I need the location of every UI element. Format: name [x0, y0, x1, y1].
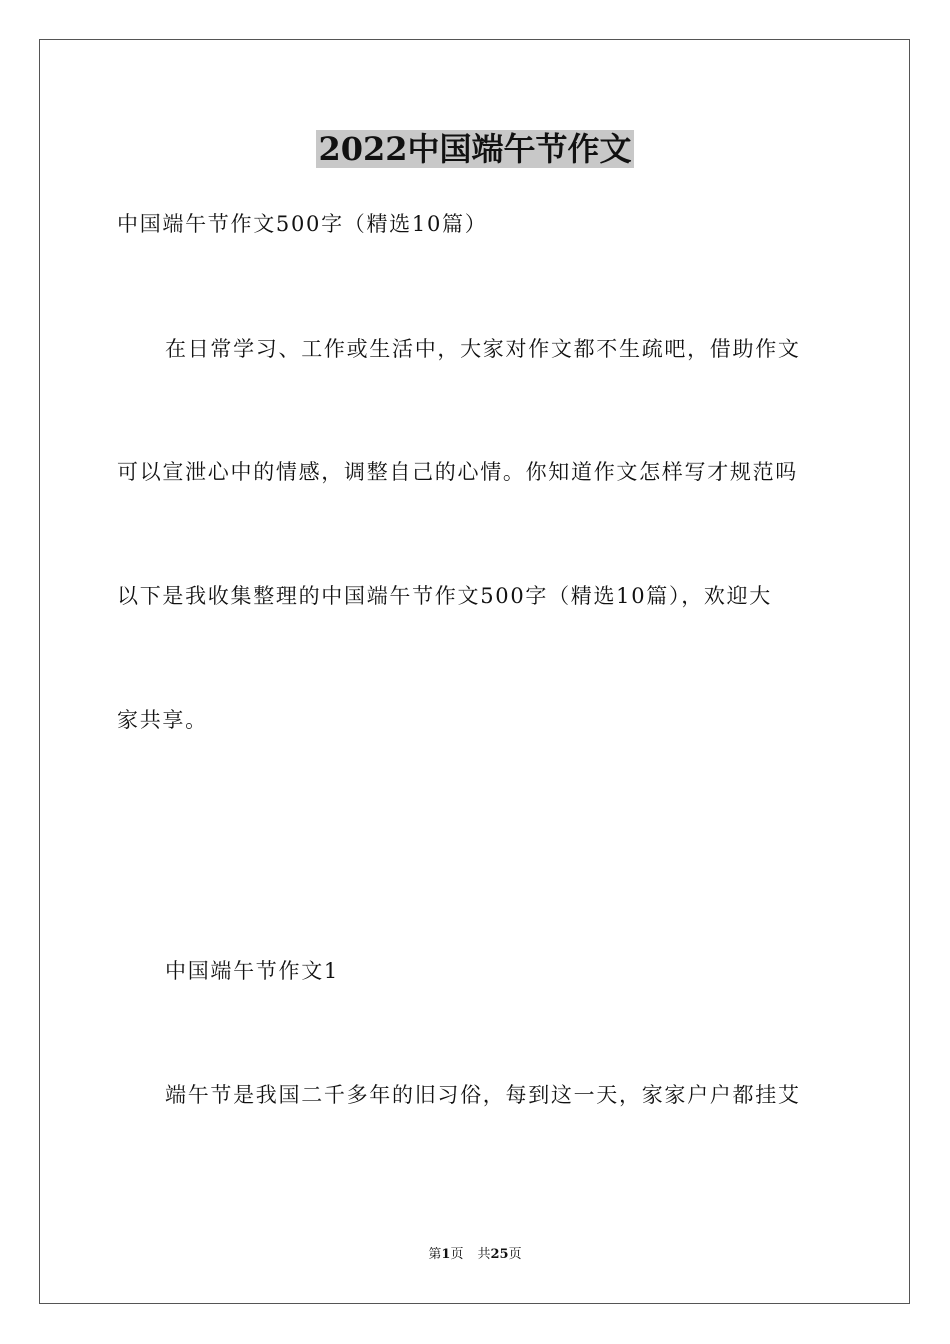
document-title — [0, 127, 950, 171]
intro-line-1: 在日常学习、工作或生活中，大家对作文都不生疏吧，借助作文 — [165, 337, 801, 361]
intro-line-2: 可以宣泄心中的情感，调整自己的心情。你知道作文怎样写才规范吗 — [117, 460, 798, 484]
intro-line-3: 以下是我收集整理的中国端午节作文500字（精选10篇），欢迎大 — [117, 584, 773, 608]
footer-total-prefix: 共 — [477, 1247, 491, 1262]
section-heading: 中国端午节作文1 — [165, 959, 339, 983]
intro-line-4: 家共享。 — [117, 708, 208, 732]
footer-page-suffix: 页 — [450, 1247, 464, 1262]
footer-total-suffix: 页 — [508, 1247, 522, 1262]
document-subtitle: 中国端午节作文500字（精选10篇） — [117, 212, 488, 236]
body-line: 端午节是我国二千多年的旧习俗，每到这一天，家家户户都挂艾 — [165, 1083, 801, 1107]
footer-page-prefix: 第 — [428, 1247, 442, 1262]
document-title-text: 2022中国端午节作文 — [318, 130, 632, 168]
footer-page-number: 1 — [441, 1247, 451, 1262]
page-footer — [0, 1246, 950, 1264]
footer-total-pages: 25 — [490, 1247, 509, 1262]
